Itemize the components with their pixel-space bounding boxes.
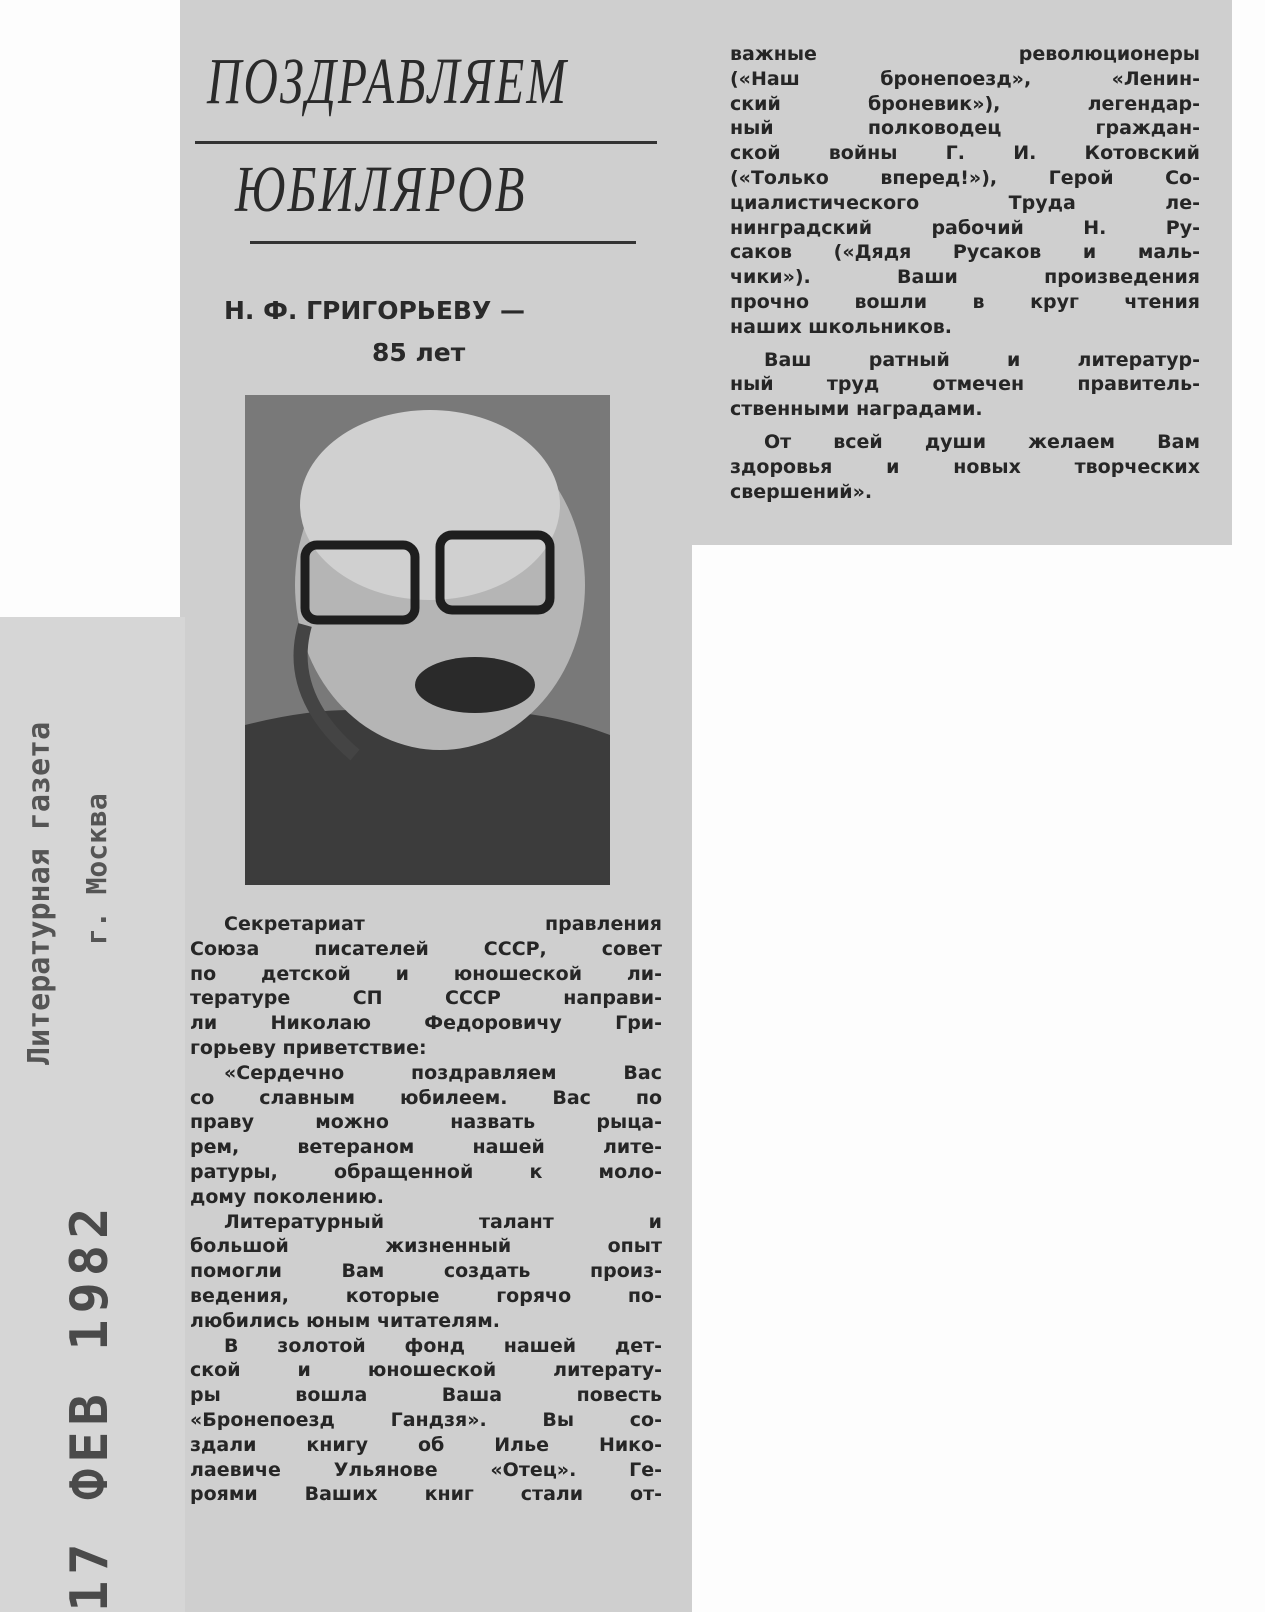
- text-line: Секретариат правления: [224, 913, 662, 935]
- text-line: важные революционеры: [730, 43, 1200, 65]
- text-line: рем, ветераном нашей лите-: [190, 1136, 662, 1159]
- text-line: здали книгу об Илье Нико-: [190, 1433, 662, 1456]
- text-line: ский броневик»), легендар-: [730, 92, 1200, 115]
- text-line: ры вошла Ваша повесть: [190, 1384, 662, 1407]
- text-line: саков («Дядя Русаков и маль-: [730, 241, 1200, 264]
- text-line: ный труд отмечен правитель-: [730, 373, 1200, 396]
- headline-rule-top: [195, 141, 657, 144]
- text-line: наших школьников.: [730, 315, 952, 338]
- right-article-column: [730, 42, 1200, 504]
- text-line: нинградский рабочий Н. Ру-: [730, 216, 1200, 239]
- stamp-city: г. Москва: [80, 793, 113, 945]
- text-line: большой жизненный опыт: [190, 1235, 662, 1258]
- text-line: ли Николаю Федоровичу Гри-: [190, 1012, 662, 1035]
- headline-rule-bottom: [250, 241, 636, 244]
- text-line: ственными наградами.: [730, 398, 983, 421]
- text-line: прочно вошли в круг чтения: [730, 290, 1200, 313]
- text-line: ской войны Г. И. Котовский: [730, 142, 1200, 165]
- left-article-column: [190, 912, 662, 1507]
- headline-line2: ЮБИЛЯРОВ: [235, 153, 527, 226]
- text-line: чики»). Ваши произведения: [730, 266, 1200, 289]
- text-line: со славным юбилеем. Вас по: [190, 1086, 662, 1109]
- text-line: помогли Вам создать произ-: [190, 1260, 662, 1283]
- text-line: дому поколению.: [190, 1185, 384, 1208]
- text-line: ской и юношеской литерату-: [190, 1359, 662, 1382]
- stamp-date: 17 ФЕВ 1982: [60, 1201, 120, 1612]
- text-line: Союза писателей СССР, совет: [190, 937, 662, 960]
- text-line: тературе СП СССР направи-: [190, 987, 662, 1010]
- text-line: по детской и юношеской ли-: [190, 962, 662, 985]
- text-line: («Только вперед!»), Герой Со-: [730, 166, 1200, 189]
- text-line: От всей души желаем Вам: [764, 430, 1200, 453]
- text-line: Ваш ратный и литератур-: [764, 348, 1200, 371]
- portrait-photo: [245, 395, 610, 885]
- stamp-newspaper: Литературная газета: [22, 721, 57, 1065]
- text-line: свершений».: [730, 480, 873, 503]
- subheadline-age: 85 лет: [372, 338, 466, 367]
- text-line: праву можно назвать рыца-: [190, 1111, 662, 1134]
- text-line: горьеву приветствие:: [190, 1036, 427, 1059]
- text-line: Литературный талант и: [224, 1210, 662, 1233]
- text-line: здоровья и новых творческих: [730, 455, 1200, 478]
- text-line: ный полководец граждан-: [730, 117, 1200, 140]
- portrait-image: [245, 395, 610, 885]
- text-line: ратуры, обращенной к моло-: [190, 1160, 662, 1183]
- subheadline-name: Н. Ф. ГРИГОРЬЕВУ —: [224, 296, 525, 325]
- headline-line1: ПОЗДРАВЛЯЕМ: [207, 45, 569, 118]
- text-line: любились юным читателям.: [190, 1309, 500, 1332]
- text-line: циалистического Труда ле-: [730, 191, 1200, 214]
- text-line: лаевиче Ульянове «Отец». Ге-: [190, 1458, 662, 1481]
- text-line: «Сердечно поздравляем Вас: [224, 1061, 662, 1084]
- text-line: («Наш бронепоезд», «Ленин-: [730, 67, 1200, 90]
- text-line: «Бронепоезд Гандзя». Вы со-: [190, 1408, 662, 1431]
- text-line: роями Ваших книг стали от-: [190, 1483, 662, 1506]
- text-line: В золотой фонд нашей дет-: [224, 1334, 662, 1357]
- text-line: ведения, которые горячо по-: [190, 1284, 662, 1307]
